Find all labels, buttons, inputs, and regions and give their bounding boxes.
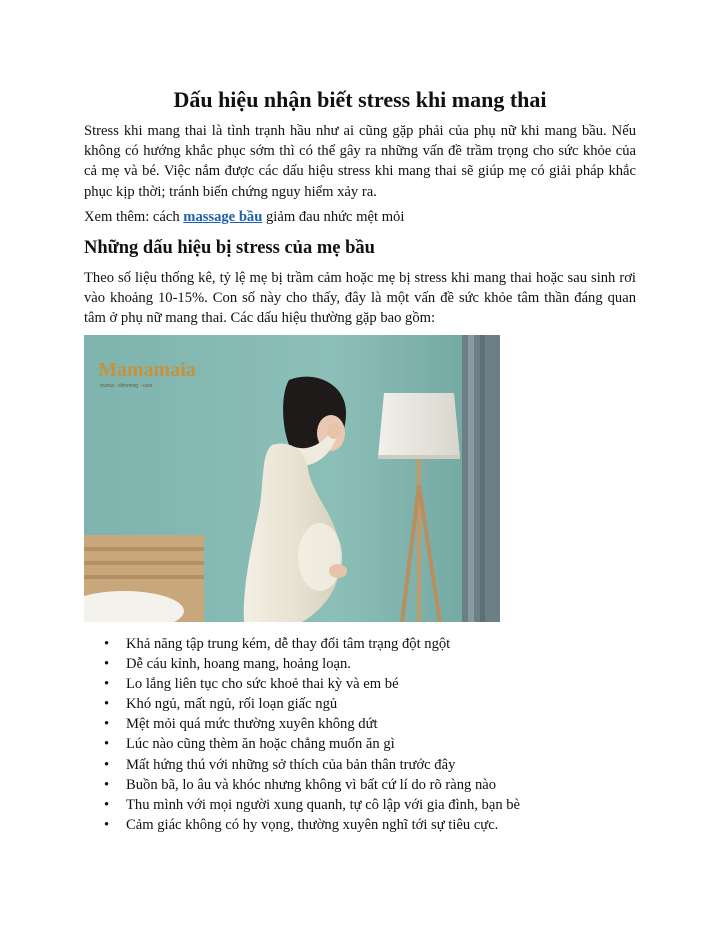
list-item: • Dễ cáu kỉnh, hoang mang, hoảng loạn.	[84, 654, 520, 674]
logo-tagline: mama · slimming · care	[100, 383, 153, 389]
page-title: Dấu hiệu nhận biết stress khi mang thai	[173, 87, 547, 112]
see-more-line	[84, 207, 636, 227]
list-item: • Khó ngủ, mất ngủ, rối loạn giấc ngủ	[84, 694, 520, 714]
list-item: • Buồn bã, lo âu và khóc nhưng không vì bất cứ lí do rõ ràng nào	[84, 775, 520, 795]
symptom-list	[84, 634, 520, 835]
list-item: • Cảm giác không có hy vọng, thường xuyên nghĩ tới sự tiêu cực.	[84, 815, 520, 835]
list-item: • Mất hứng thú với những sở thích của bản thân trước đây	[84, 755, 520, 775]
list-item: • Thu mình với mọi người xung quanh, tự cô lập với gia đình, bạn bè	[84, 795, 520, 815]
section-paragraph: Theo số liệu thống kê, tỷ lệ mẹ bị trầm cảm hoặc mẹ bị stress khi mang thai hoặc sau sinh rơi vào khoảng 10-15%. Con số này cho thấy, đây là một vấn đề sức khỏe tâm thần đáng quan tâm ở phụ nữ mang thai. Các dấu hiệu thường gặp bao gồm:	[84, 270, 636, 327]
massage-bau-link[interactable]: massage bầu	[183, 209, 263, 225]
see-more-suffix: giảm đau nhức mệt mỏi	[262, 209, 405, 225]
list-item: • Lúc nào cũng thèm ăn hoặc chẳng muốn ăn gì	[84, 734, 520, 754]
intro-paragraph: Stress khi mang thai là tình trạnh hầu như ai cũng gặp phải của phụ nữ khi mang bầu. Nếu không có hướng khắc phục sớm thì có thể gây ra những vấn đề trầm trọng cho sức khỏe của cả mẹ và bé. Việc nắm được các dấu hiệu stress khi mang thai sẽ giúp mẹ có giải pháp khắc phục kịp thời; tránh biến chứng nguy hiểm xảy ra.	[84, 123, 636, 200]
list-item: • Mệt mỏi quá mức thường xuyên không dứt	[84, 714, 520, 734]
list-item: • Khả năng tập trung kém, dễ thay đổi tâm trạng đột ngột	[84, 634, 520, 654]
list-item: • Lo lắng liên tục cho sức khoẻ thai kỳ và em bé	[84, 674, 520, 694]
logo-text: Mamamaia	[98, 359, 196, 381]
see-more-prefix: Xem thêm: cách	[84, 209, 184, 225]
section-heading: Những dấu hiệu bị stress của mẹ bầu	[84, 238, 375, 258]
pregnant-woman-photo	[84, 335, 500, 622]
